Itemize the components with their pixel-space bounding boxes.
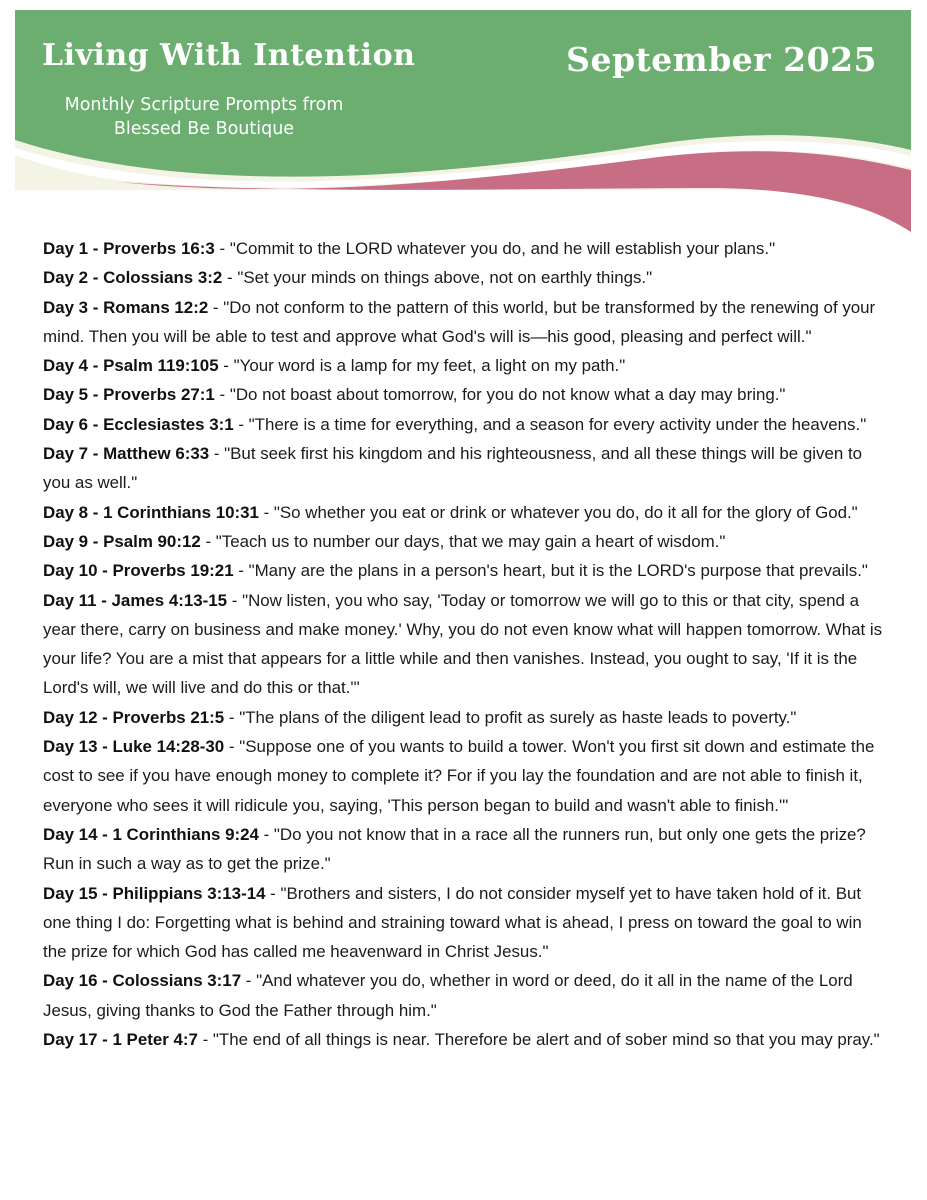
scripture-reference: Day 12 - Proverbs 21:5 (43, 707, 225, 727)
scripture-reference: Day 11 - James 4:13-15 (43, 590, 228, 610)
scripture-entry (43, 703, 885, 732)
scripture-text: - "So whether you eat or drink or whatever you do, do it all for the glory of God." (258, 502, 858, 522)
scripture-reference: Day 1 - Proverbs 16:3 (43, 239, 215, 258)
scripture-reference: Day 7 - Matthew 6:33 (43, 444, 210, 464)
scripture-entry (43, 586, 885, 703)
scripture-text: - "Do not conform to the pattern of this world, but be transformed by the renewing of your mind. Then you will be able to test and approve what God's will is—his good, pleasing and perfect will." (43, 297, 876, 346)
scripture-text: - "Brothers and sisters, I do not consider myself yet to have taken hold of it. But one thing I do: Forgetting what is behind and straining toward what is ahead, I press on toward the goal to win the prize for which God has called me heavenward in Christ Jesus." (43, 883, 862, 962)
scripture-reference: Day 16 - Colossians 3:17 (43, 971, 242, 991)
page-title: Living With Intention (42, 38, 416, 73)
scripture-entry (43, 410, 885, 439)
scripture-entry (43, 732, 885, 820)
scripture-text: - "Do not boast about tomorrow, for you do not know what a day may bring." (214, 385, 786, 405)
subtitle: Monthly Scripture Prompts from Blessed Be Boutique (64, 95, 344, 139)
scripture-text: - "Suppose one of you wants to build a tower. Won't you first sit down and estimate the cost to see if you have enough money to complete it? For if you lay the foundation and are not able to finish it, everyone who sees it will ridicule you, saying, 'This person began to build and wasn't able to finish.'" (43, 737, 875, 815)
scripture-list (43, 234, 885, 1054)
scripture-entry (43, 234, 885, 263)
scripture-reference: Day 3 - Romans 12:2 (43, 297, 209, 317)
scripture-entry (43, 527, 885, 556)
scripture-reference: Day 4 - Psalm 119:105 (43, 356, 219, 376)
scripture-reference: Day 5 - Proverbs 27:1 (43, 385, 215, 405)
scripture-entry (43, 966, 885, 1025)
scripture-entry (43, 879, 885, 967)
scripture-text: - "Do you not know that in a race all the runners run, but only one gets the prize? Run in such a way as to get the prize." (43, 824, 866, 874)
scripture-text: - "Your word is a lamp for my feet, a light on my path." (218, 356, 626, 376)
scripture-text: - "Commit to the LORD whatever you do, and he will establish your plans." (214, 239, 776, 258)
scripture-text: - "The plans of the diligent lead to profit as surely as haste leads to poverty." (224, 707, 797, 727)
scripture-reference: Day 13 - Luke 14:28-30 (43, 737, 225, 757)
scripture-entry (43, 439, 885, 498)
scripture-reference: Day 14 - 1 Corinthians 9:24 (43, 824, 259, 844)
scripture-reference: Day 6 - Ecclesiastes 3:1 (43, 414, 234, 434)
scripture-reference: Day 9 - Psalm 90:12 (43, 531, 201, 551)
scripture-entry (43, 351, 885, 380)
scripture-reference: Day 15 - Philippians 3:13-14 (43, 883, 266, 903)
scripture-text: - "And whatever you do, whether in word or deed, do it all in the name of the Lord Jesus, giving thanks to God the Father through him." (43, 971, 853, 1020)
scripture-entry (43, 820, 885, 879)
scripture-entry (43, 1025, 885, 1054)
scripture-entry (43, 556, 885, 585)
scripture-entry (43, 498, 885, 527)
scripture-text: - "Many are the plans in a person's heart, but it is the LORD's purpose that prevails." (233, 561, 868, 581)
scripture-text: - "Teach us to number our days, that we may gain a heart of wisdom." (200, 531, 726, 551)
scripture-text: - "The end of all things is near. Therefore be alert and of sober mind so that you may pray." (197, 1030, 880, 1050)
scripture-entry (43, 263, 885, 292)
scripture-reference: Day 17 - 1 Peter 4:7 (43, 1030, 198, 1050)
scripture-reference: Day 2 - Colossians 3:2 (43, 268, 223, 288)
scripture-text: - "Set your minds on things above, not on earthly things." (222, 268, 653, 288)
scripture-entry (43, 380, 885, 409)
scripture-reference: Day 8 - 1 Corinthians 10:31 (43, 502, 259, 522)
scripture-entry (43, 293, 885, 352)
scripture-reference: Day 10 - Proverbs 19:21 (43, 561, 234, 581)
scripture-text: - "There is a time for everything, and a season for every activity under the heavens." (233, 414, 867, 434)
scripture-text: - "Now listen, you who say, 'Today or tomorrow we will go to this or that city, spend a year there, carry on business and make money.' Why, you do not even know what will happen tomorrow. What is your life? You are a mist that appears for a little while and then vanishes. Instead, you ought to say, 'If it is the Lord's will, we will live and do this or that.'" (43, 590, 883, 698)
month-label: September 2025 (566, 40, 877, 79)
scripture-text: - "But seek first his kingdom and his righteousness, and all these things will be given to you as well." (43, 444, 863, 493)
header-banner (0, 0, 927, 250)
